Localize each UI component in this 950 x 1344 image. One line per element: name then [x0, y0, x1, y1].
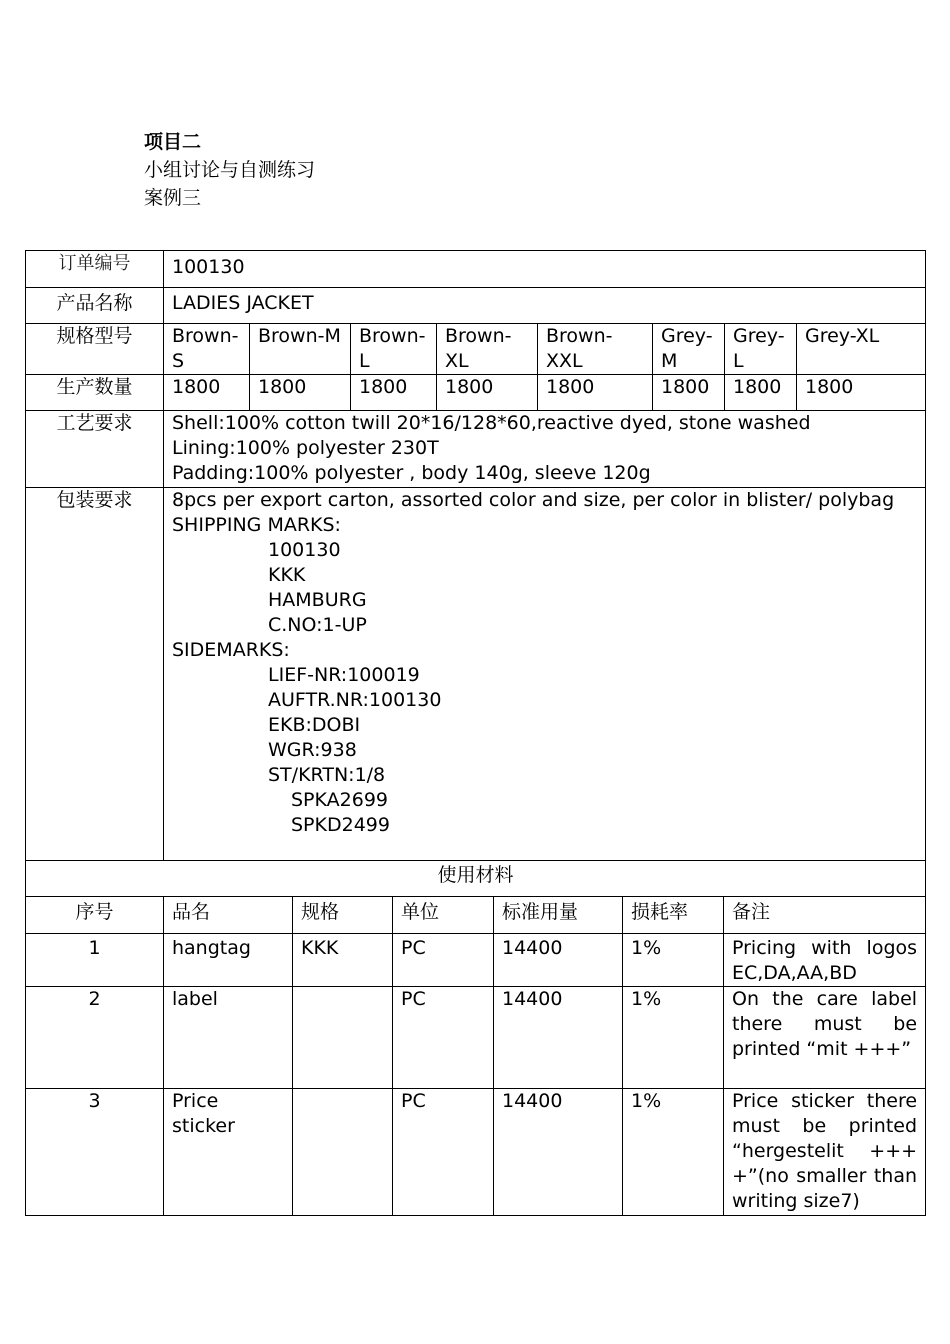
product-row	[26, 288, 926, 324]
side-mark: LIEF-NR:100019	[268, 664, 420, 686]
process-line: Lining:100% polyester 230T	[172, 437, 439, 459]
col-header-index: 序号	[26, 897, 164, 934]
quantity-cell: 1800	[538, 375, 653, 411]
side-mark: AUFTR.NR:100130	[268, 689, 442, 711]
side-mark: WGR:938	[268, 739, 357, 761]
order-no-label: 订单编号	[26, 251, 164, 288]
spec-cell: Brown-M	[250, 324, 351, 375]
quantity-row	[26, 375, 926, 411]
packing-value	[164, 488, 926, 861]
case-title: 案例三	[144, 187, 202, 209]
row-remark: Price sticker there must be printed “hergestelit +++ +”(no smaller than writing size7)	[724, 1089, 926, 1216]
row-index: 2	[26, 987, 164, 1089]
spec-label: 规格型号	[26, 324, 164, 375]
shipping-mark: C.NO:1-UP	[268, 614, 367, 636]
row-spec	[293, 987, 393, 1089]
col-header-spec: 规格	[293, 897, 393, 934]
row-loss: 1%	[623, 934, 724, 987]
quantity-cell: 1800	[250, 375, 351, 411]
col-header-unit: 单位	[393, 897, 494, 934]
row-unit: PC	[393, 987, 494, 1089]
quantity-cell: 1800	[725, 375, 797, 411]
product-label: 产品名称	[26, 288, 164, 324]
spec-cell: Grey-M	[653, 324, 725, 375]
spec-cell: Brown-S	[164, 324, 250, 375]
quantity-cell: 1800	[437, 375, 538, 411]
quantity-cell: 1800	[797, 375, 926, 411]
side-mark: EKB:DOBI	[268, 714, 361, 736]
col-header-name: 品名	[164, 897, 293, 934]
col-header-remark: 备注	[724, 897, 926, 934]
row-name: label	[164, 987, 293, 1089]
side-mark: ST/KRTN:1/8	[268, 764, 386, 786]
table-row	[26, 1089, 926, 1216]
row-name: hangtag	[164, 934, 293, 987]
row-usage: 14400	[494, 934, 623, 987]
row-index: 3	[26, 1089, 164, 1216]
row-spec	[293, 1089, 393, 1216]
order-no-value: 100130	[164, 251, 926, 288]
row-unit: PC	[393, 1089, 494, 1216]
spec-cell: Grey-XL	[797, 324, 926, 375]
project-subtitle: 小组讨论与自测练习	[144, 159, 316, 181]
row-index: 1	[26, 934, 164, 987]
side-mark-sub: SPKD2499	[291, 814, 390, 836]
process-line: Shell:100% cotton twill 20*16/128*60,reactive dyed, stone washed	[172, 412, 811, 434]
materials-title: 使用材料	[26, 861, 926, 897]
side-mark-sub: SPKA2699	[291, 789, 388, 811]
col-header-usage: 标准用量	[494, 897, 623, 934]
packing-label: 包装要求	[26, 488, 164, 861]
process-line: Padding:100% polyester , body 140g, sleeve 120g	[172, 462, 651, 484]
materials-table	[25, 860, 926, 1216]
row-usage: 14400	[494, 987, 623, 1089]
project-title: 项目二	[144, 131, 202, 153]
spec-cell: Brown-XXL	[538, 324, 653, 375]
sidemarks-title: SIDEMARKS:	[172, 639, 290, 661]
quantity-cell: 1800	[164, 375, 250, 411]
document-header	[144, 128, 315, 212]
table-row	[26, 934, 926, 987]
packing-line: 8pcs per export carton, assorted color and size, per color in blister/ polybag	[172, 489, 895, 511]
col-header-loss: 损耗率	[623, 897, 724, 934]
process-row	[26, 411, 926, 488]
row-usage: 14400	[494, 1089, 623, 1216]
shipping-mark: HAMBURG	[268, 589, 367, 611]
quantity-cell: 1800	[351, 375, 437, 411]
process-value	[164, 411, 926, 488]
row-name: Price sticker	[164, 1089, 293, 1216]
shipping-mark: 100130	[268, 539, 341, 561]
order-table	[25, 250, 926, 861]
spec-cell: Brown-L	[351, 324, 437, 375]
row-loss: 1%	[623, 1089, 724, 1216]
order-no-row	[26, 251, 926, 288]
shipping-mark: KKK	[268, 564, 306, 586]
shipping-marks-title: SHIPPING MARKS:	[172, 514, 341, 536]
product-value: LADIES JACKET	[164, 288, 926, 324]
row-remark: On the care label there must be printed “mit +++”	[724, 987, 926, 1089]
quantity-cell: 1800	[653, 375, 725, 411]
spec-cell: Grey-L	[725, 324, 797, 375]
spec-cell: Brown-XL	[437, 324, 538, 375]
process-label: 工艺要求	[26, 411, 164, 488]
row-spec: KKK	[293, 934, 393, 987]
materials-title-row	[26, 861, 926, 897]
row-remark: Pricing with logos EC,DA,AA,BD	[724, 934, 926, 987]
row-unit: PC	[393, 934, 494, 987]
spec-row	[26, 324, 926, 375]
materials-header-row	[26, 897, 926, 934]
quantity-label: 生产数量	[26, 375, 164, 411]
table-row	[26, 987, 926, 1089]
row-loss: 1%	[623, 987, 724, 1089]
packing-row	[26, 488, 926, 861]
